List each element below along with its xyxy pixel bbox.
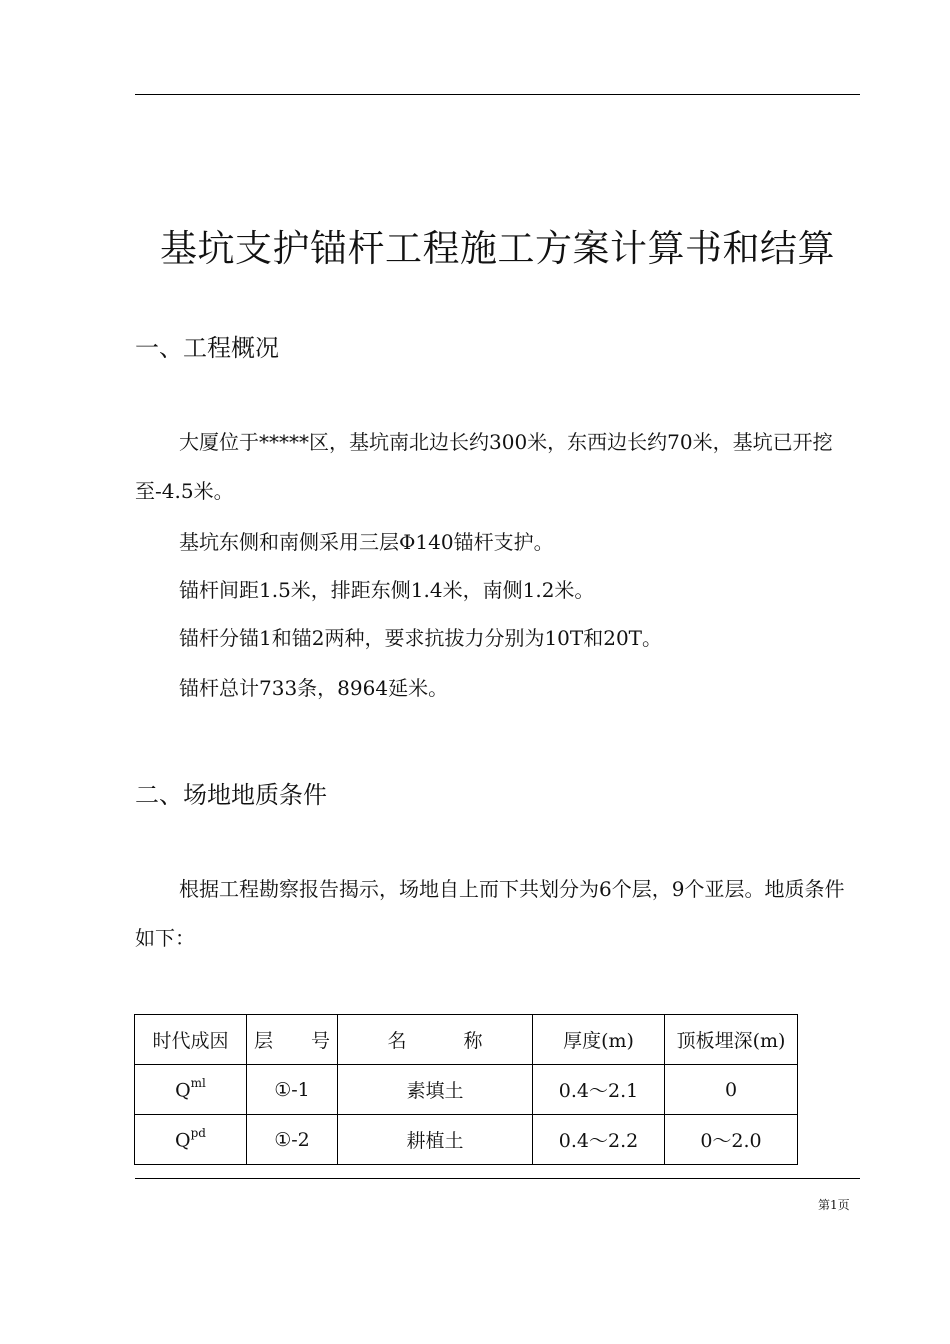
section-heading-overview: 一、工程概况 bbox=[135, 334, 279, 362]
cell-layer: ①-1 bbox=[247, 1065, 338, 1115]
cell-name: 素填土 bbox=[338, 1065, 533, 1115]
cell-layer: ①-2 bbox=[247, 1115, 338, 1165]
header-era: 时代成因 bbox=[135, 1015, 247, 1065]
cell-era: $Q^{pd}$ bbox=[135, 1115, 247, 1165]
paragraph-anchor-types: 锚杆分锚1和锚2两种，要求抗拔力分别为10T和20T。 bbox=[179, 626, 663, 650]
paragraph-geology: 根据工程勘察报告揭示，场地自上而下共划分为6个层，9个亚层。地质条件如下： bbox=[135, 877, 845, 950]
cell-thickness: 0.4～2.1 bbox=[533, 1065, 665, 1115]
page-number: 第1页 bbox=[818, 1198, 850, 1212]
paragraph-support: 基坑东侧和南侧采用三层Φ140锚杆支护。 bbox=[179, 530, 554, 554]
paragraph-anchor-total: 锚杆总计733条，8964延米。 bbox=[179, 676, 449, 700]
header-name: 名 称 bbox=[338, 1015, 533, 1065]
table-row bbox=[135, 1115, 798, 1165]
paragraph-spacing: 锚杆间距1.5米，排距东侧1.4米，南侧1.2米。 bbox=[179, 578, 595, 602]
cell-depth: 0～2.0 bbox=[665, 1115, 798, 1165]
cell-depth: 0 bbox=[665, 1065, 798, 1115]
cell-era: $Q^{ml}$ bbox=[135, 1065, 247, 1115]
table-row bbox=[135, 1065, 798, 1115]
header-rule bbox=[135, 94, 860, 95]
table-header-row bbox=[135, 1015, 798, 1065]
document-title: 基坑支护锚杆工程施工方案计算书和结算 bbox=[160, 227, 835, 270]
section-heading-geology: 二、场地地质条件 bbox=[135, 781, 327, 809]
header-depth: 顶板埋深(m) bbox=[665, 1015, 798, 1065]
geology-table bbox=[134, 1014, 798, 1165]
cell-thickness: 0.4～2.2 bbox=[533, 1115, 665, 1165]
header-layer: 层 号 bbox=[247, 1015, 338, 1065]
header-thickness: 厚度(m) bbox=[533, 1015, 665, 1065]
footer-rule bbox=[135, 1178, 860, 1179]
cell-name: 耕植土 bbox=[338, 1115, 533, 1165]
paragraph-location: 大厦位于*****区，基坑南北边长约300米，东西边长约70米，基坑已开挖至-4.5米。 bbox=[135, 430, 833, 503]
